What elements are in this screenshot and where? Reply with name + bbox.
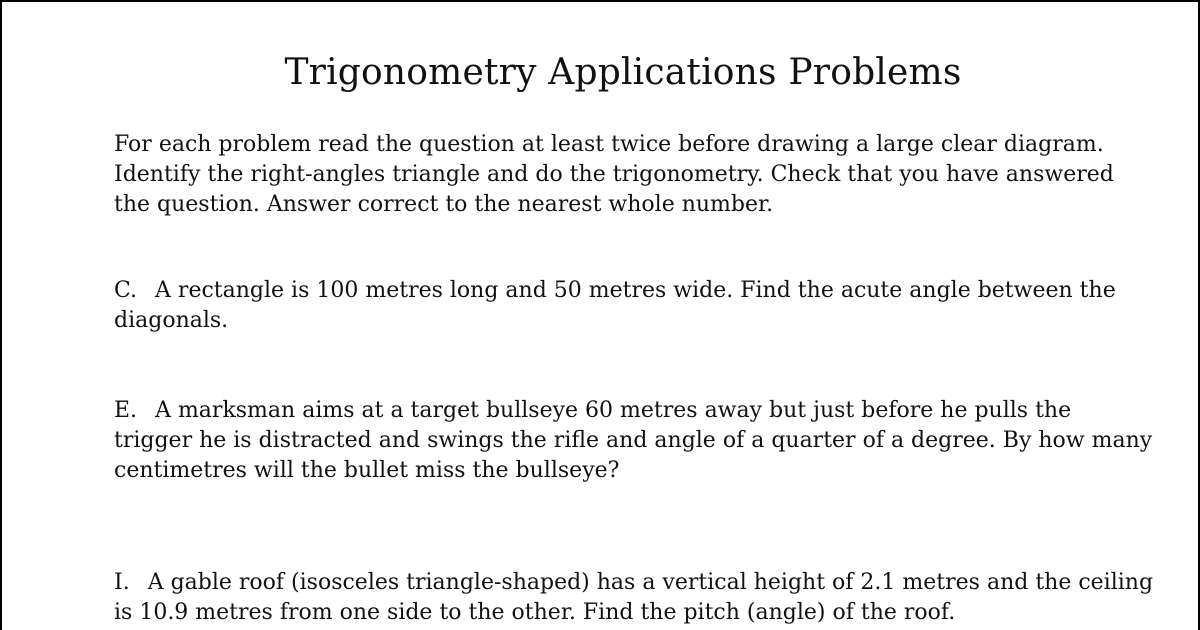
problem-e [114, 396, 1154, 486]
instructions-paragraph: For each problem read the question at least twice before drawing a large clear diagram. Identify the right-angles triangle and do the trigonometry. Check that you have answered the question. Answer correct to the nearest whole number. [114, 132, 1114, 217]
page-title: Trigonometry Applications Problems [284, 52, 962, 93]
problem-label: C. [114, 278, 138, 303]
problem-i [114, 568, 1154, 628]
problem-label: I. [114, 570, 130, 595]
problem-text: A rectangle is 100 metres long and 50 metres wide. Find the acute angle between the diagonals. [114, 278, 1116, 333]
problem-label: E. [114, 398, 138, 423]
problem-c [114, 276, 1154, 336]
problem-text: A marksman aims at a target bullseye 60 metres away but just before he pulls the trigger he is distracted and swings the rifle and angle of a quarter of a degree. By how many centimetres will the bullet miss the bullseye? [114, 398, 1153, 483]
problem-text: A gable roof (isosceles triangle-shaped) has a vertical height of 2.1 metres and the ceiling is 10.9 metres from one side to the other. Find the pitch (angle) of the roof. [114, 570, 1154, 625]
